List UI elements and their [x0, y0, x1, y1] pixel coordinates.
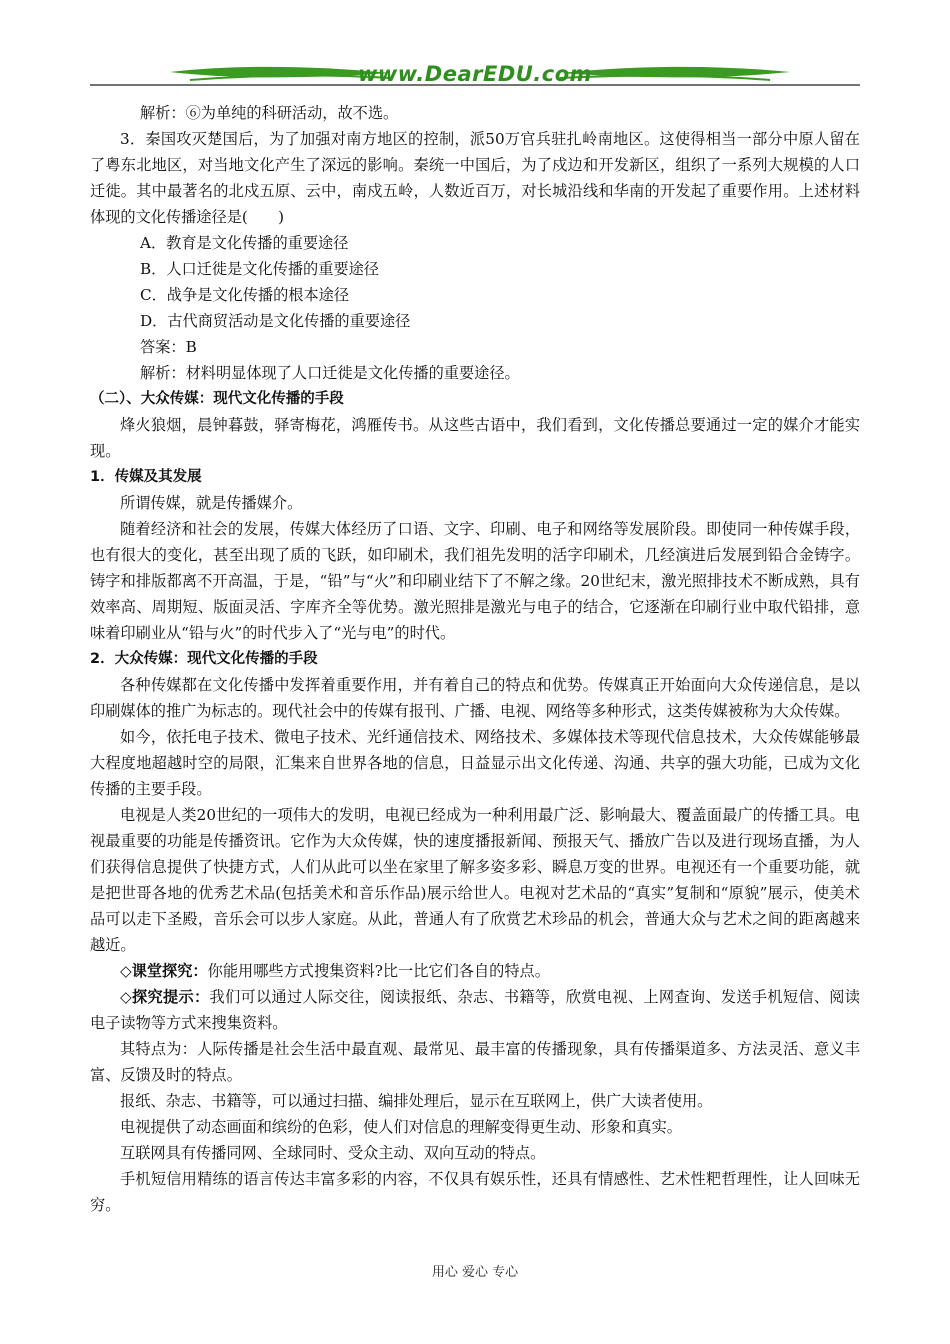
- inquiry-text: 你能用哪些方式搜集资料?比一比它们各自的特点。: [207, 962, 550, 980]
- option-a: A．教育是文化传播的重要途径: [140, 234, 349, 252]
- body-paragraph: 电视提供了动态画面和缤纷的色彩，使人们对信息的理解变得更生动、形象和真实。: [120, 1118, 682, 1136]
- subsection-heading: 1．传媒及其发展: [90, 469, 202, 485]
- hint-text: 我们可以通过人际交往，阅读报纸、杂志、书籍等，欣赏电视、上网查询、发送手机短信、阅读电子读物等方式来搜集资料。: [90, 988, 860, 1032]
- body-paragraph: 随着经济和社会的发展，传媒大体经历了口语、文字、印刷、电子和网络等发展阶段。即使同一种传媒手段，也有很大的变化，甚至出现了质的飞跃，如印刷术，我们祖先发明的活字印刷术，几经演进后发展到铅合金铸字。铸字和排版都离不开高温，于是，“铅”与“火”和印刷业结下了不解之缘。20世纪末，激光照排技术不断成熟，具有效率高、周期短、版面灵活、字库齐全等优势。激光照排是激光与电子的结合，它逐渐在印刷行业中取代铅排，意味着印刷业从“铅与火”的时代步入了“光与电”的时代。: [90, 520, 860, 642]
- option-c: C．战争是文化传播的根本途径: [140, 286, 350, 304]
- body-paragraph: 烽火狼烟，晨钟暮鼓，驿寄梅花，鸿雁传书。从这些古语中，我们看到，文化传播总要通过一定的媒介才能实现。: [90, 416, 860, 460]
- page-footer: 用心 爱心 专心: [431, 1265, 519, 1280]
- site-logo: www.DearEDU.com: [357, 62, 593, 86]
- body-paragraph: 如今，依托电子技术、微电子技术、光纤通信技术、网络技术、多媒体技术等现代信息技术，大众传媒能够最大程度地超越时空的局限，汇集来自世界各地的信息，日益显示出文化传递、沟通、共享的强大功能，已成为文化传播的主要手段。: [90, 728, 860, 798]
- inquiry-label: ◇课堂探究：: [120, 962, 208, 980]
- analysis-line: 解析：材料明显体现了人口迁徙是文化传播的重要途径。: [140, 364, 520, 382]
- document-body: [90, 100, 860, 1218]
- page-header: [90, 58, 860, 92]
- body-paragraph: 各种传媒都在文化传播中发挥着重要作用，并有着自己的特点和优势。传媒真正开始面向大众传递信息，是以印刷媒体的推广为标志的。现代社会中的传媒有报刊、广播、电视、网络等多种形式，这类传媒被称为大众传媒。: [90, 676, 860, 720]
- option-d: D．古代商贸活动是文化传播的重要途径: [140, 312, 411, 330]
- hint-label: ◇探究提示：: [120, 988, 210, 1006]
- body-paragraph: 电视是人类20世纪的一项伟大的发明，电视已经成为一种利用最广泛、影响最大、覆盖面最广的传播工具。电视最重要的功能是传播资讯。它作为大众传媒，快的速度播报新闻、预报天气、播放广告以及进行现场直播，为人们获得信息提供了快捷方式，人们从此可以坐在家里了解多姿多彩、瞬息万变的世界。电视还有一个重要功能，就是把世哥各地的优秀艺术品(包括美术和音乐作品)展示给世人。电视对艺术品的“真实”复制和“原貌”展示，使美术品可以走下圣殿，音乐会可以步人家庭。从此，普通人有了欣赏艺术珍品的机会，普通大众与艺术之间的距离越来越近。: [90, 806, 860, 954]
- question-3: 3．秦国攻灭楚国后，为了加强对南方地区的控制，派50万官兵驻扎岭南地区。这使得相当一部分中原人留在了粤东北地区，对当地文化产生了深远的影响。秦统一中国后，为了戍边和开发新区，组织了一系列大规模的人口迁徙。其中最著名的北戍五原、云中，南戍五岭，人数近百万，对长城沿线和华南的开发起了重要作用。上述材料体现的文化传播途径是( ): [90, 130, 860, 226]
- section-heading: （二）、大众传媒：现代文化传播的手段: [90, 391, 344, 407]
- inquiry-hint: [90, 984, 860, 1036]
- body-paragraph: 手机短信用精练的语言传达丰富多彩的内容，不仅具有娱乐性，还具有情感性、艺术性粑哲理性，让人回味无穷。: [90, 1170, 860, 1214]
- body-paragraph: 所谓传媒，就是传播媒介。: [120, 494, 303, 512]
- inquiry-prompt: [90, 958, 860, 984]
- body-paragraph: 其特点为：人际传播是社会生活中最直观、最常见、最丰富的传播现象，具有传播渠道多、方法灵活、意义丰富、反馈及时的特点。: [90, 1040, 860, 1084]
- subsection-heading: 2．大众传媒：现代文化传播的手段: [90, 651, 318, 667]
- body-paragraph: 报纸、杂志、书籍等，可以通过扫描、编排处理后，显示在互联网上，供广大读者使用。: [120, 1092, 713, 1110]
- answer-line: 答案：B: [140, 338, 197, 356]
- option-b: B．人口迁徙是文化传播的重要途径: [140, 260, 379, 278]
- analysis-line: 解析：⑥为单纯的科研活动，故不选。: [140, 104, 399, 122]
- body-paragraph: 互联网具有传播同网、全球同时、受众主动、双向互动的特点。: [120, 1144, 546, 1162]
